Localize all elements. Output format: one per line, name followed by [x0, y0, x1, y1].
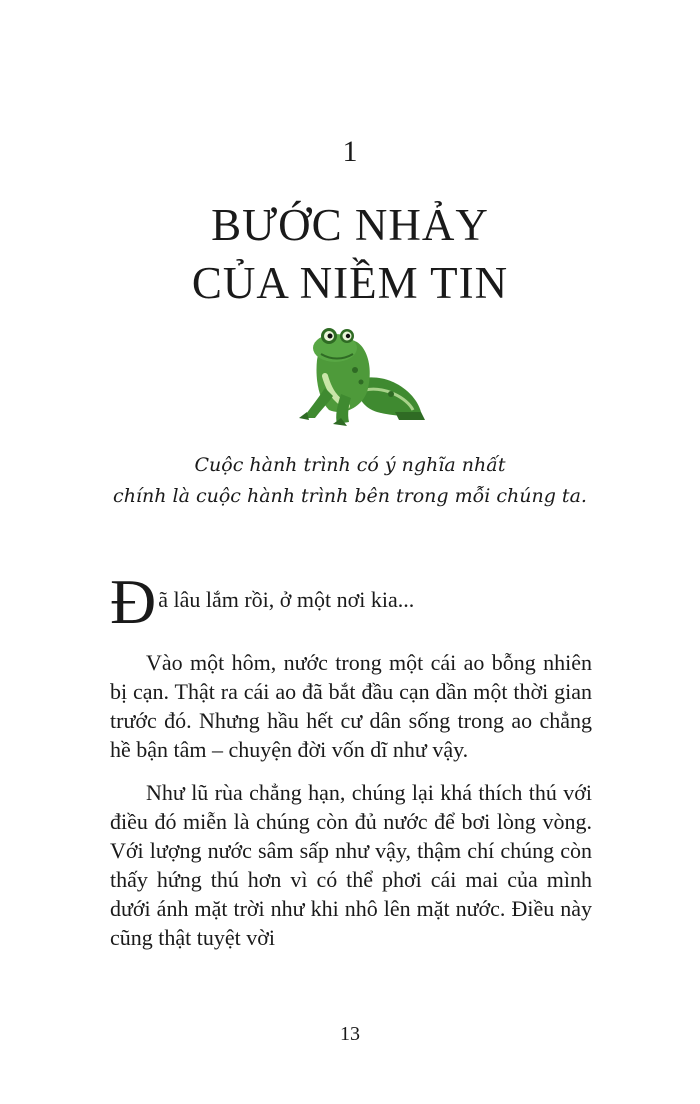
- chapter-title-line-2: CỦA NIỀM TIN: [191, 258, 509, 308]
- page-number: 13: [340, 1023, 360, 1045]
- opening-line: [110, 566, 592, 637]
- epigraph: [0, 450, 700, 512]
- chapter-title: [0, 196, 700, 312]
- epigraph-line-1: Cuộc hành trình có ý nghĩa nhất: [194, 454, 506, 476]
- paragraph-2: Như lũ rùa chẳng hạn, chúng lại khá thích thú với điều đó miễn là chúng còn đủ nước để bơi lòng vòng. Với lượng nước sâm sấp như vậy, thậm chí chúng còn thấy hứng thú hơn vì có thể phơi cái mai của mình dưới ánh mặt trời như khi nhô lên mặt nước. Điều này cũng thật tuyệt vời: [110, 780, 592, 950]
- chapter-number: 1: [342, 135, 358, 168]
- drop-cap: Đ: [110, 566, 157, 637]
- opening-text: ã lâu lắm rồi, ở một nơi kia...: [158, 587, 415, 612]
- body-text: [110, 566, 592, 966]
- frog-icon: [295, 320, 429, 432]
- paragraph-1: Vào một hôm, nước trong một cái ao bỗng nhiên bị cạn. Thật ra cái ao đã bắt đầu cạn dần một thời gian trước đó. Nhưng hầu hết cư dân sống trong ao chẳng hề bận tâm – chuyện đời vốn dĩ như vậy.: [110, 650, 592, 762]
- epigraph-line-2: chính là cuộc hành trình bên trong mỗi chúng ta.: [113, 485, 587, 507]
- chapter-title-line-1: BƯỚC NHẢY: [211, 200, 489, 250]
